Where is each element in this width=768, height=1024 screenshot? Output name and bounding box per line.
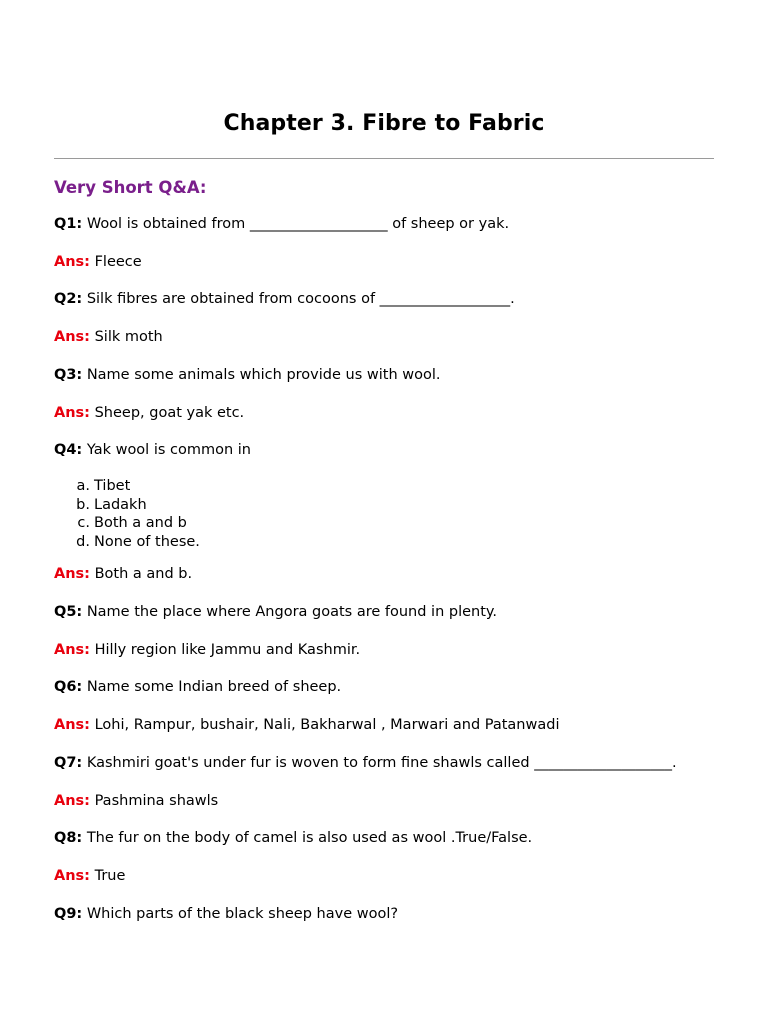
answer-3 xyxy=(54,405,244,421)
answer-6 xyxy=(54,717,559,733)
question-label: Q1: xyxy=(54,216,83,232)
answer-label: Ans: xyxy=(54,254,90,270)
answer-text: Silk moth xyxy=(89,329,163,345)
option-b xyxy=(54,496,200,515)
answer-text: Sheep, goat yak etc. xyxy=(89,405,245,421)
answer-4 xyxy=(54,566,192,582)
answer-2 xyxy=(54,329,163,345)
question-5 xyxy=(54,604,497,620)
answer-7 xyxy=(54,793,218,809)
option-marker: d. xyxy=(76,534,90,551)
question-3 xyxy=(54,367,440,383)
answer-label: Ans: xyxy=(54,566,90,582)
answer-text: Hilly region like Jammu and Kashmir. xyxy=(89,642,361,658)
answer-label: Ans: xyxy=(54,717,90,733)
title-divider xyxy=(54,158,714,159)
question-text: Name the place where Angora goats are found in plenty. xyxy=(82,604,498,620)
answer-text: Fleece xyxy=(89,254,142,270)
answer-text: Pashmina shawls xyxy=(89,793,219,809)
answer-label: Ans: xyxy=(54,405,90,421)
question-label: Q3: xyxy=(54,367,83,383)
option-marker: a. xyxy=(76,478,90,494)
option-marker: c. xyxy=(77,515,90,532)
question-1 xyxy=(54,216,509,232)
question-label: Q8: xyxy=(54,830,83,846)
option-text: Both a and b xyxy=(94,515,187,532)
question-text: Name some animals which provide us with wool. xyxy=(82,367,441,383)
option-text: Tibet xyxy=(94,478,131,494)
question-text: Silk fibres are obtained from cocoons of __________________. xyxy=(82,291,515,307)
answer-text: Lohi, Rampur, bushair, Nali, Bakharwal , Marwari and Patanwadi xyxy=(89,717,560,733)
answer-label: Ans: xyxy=(54,793,90,809)
option-text: Ladakh xyxy=(94,496,147,513)
question-text: Which parts of the black sheep have wool? xyxy=(82,906,399,922)
option-text: None of these. xyxy=(94,534,200,551)
answer-label: Ans: xyxy=(54,329,90,345)
answer-1 xyxy=(54,254,142,270)
question-9 xyxy=(54,906,398,922)
option-c xyxy=(54,514,200,533)
question-label: Q7: xyxy=(54,755,83,771)
question-label: Q2: xyxy=(54,291,83,307)
answer-label: Ans: xyxy=(54,642,90,658)
answer-label: Ans: xyxy=(54,868,90,884)
option-marker: b. xyxy=(76,496,90,513)
question-text: Kashmiri goat's under fur is woven to form fine shawls called ___________________. xyxy=(82,755,677,771)
option-d xyxy=(54,533,200,552)
option-a xyxy=(54,477,200,496)
question-text: The fur on the body of camel is also used as wool .True/False. xyxy=(82,830,533,846)
answer-8 xyxy=(54,868,125,884)
question-label: Q5: xyxy=(54,604,83,620)
question-text: Yak wool is common in xyxy=(82,442,251,458)
question-label: Q9: xyxy=(54,906,83,922)
question-8 xyxy=(54,830,532,846)
question-text: Name some Indian breed of sheep. xyxy=(82,679,342,695)
question-7 xyxy=(54,755,677,771)
answer-text: True xyxy=(89,868,126,884)
question-label: Q6: xyxy=(54,679,83,695)
question-6 xyxy=(54,679,341,695)
question-4 xyxy=(54,442,251,458)
answer-5 xyxy=(54,642,360,658)
question-label: Q4: xyxy=(54,442,83,458)
question-text: Wool is obtained from ___________________ of sheep or yak. xyxy=(82,216,510,232)
section-heading: Very Short Q&A: xyxy=(54,178,207,197)
page-title: Chapter 3. Fibre to Fabric xyxy=(223,111,545,136)
answer-text: Both a and b. xyxy=(89,566,193,582)
question-2 xyxy=(54,291,515,307)
q4-options-list xyxy=(54,477,200,552)
